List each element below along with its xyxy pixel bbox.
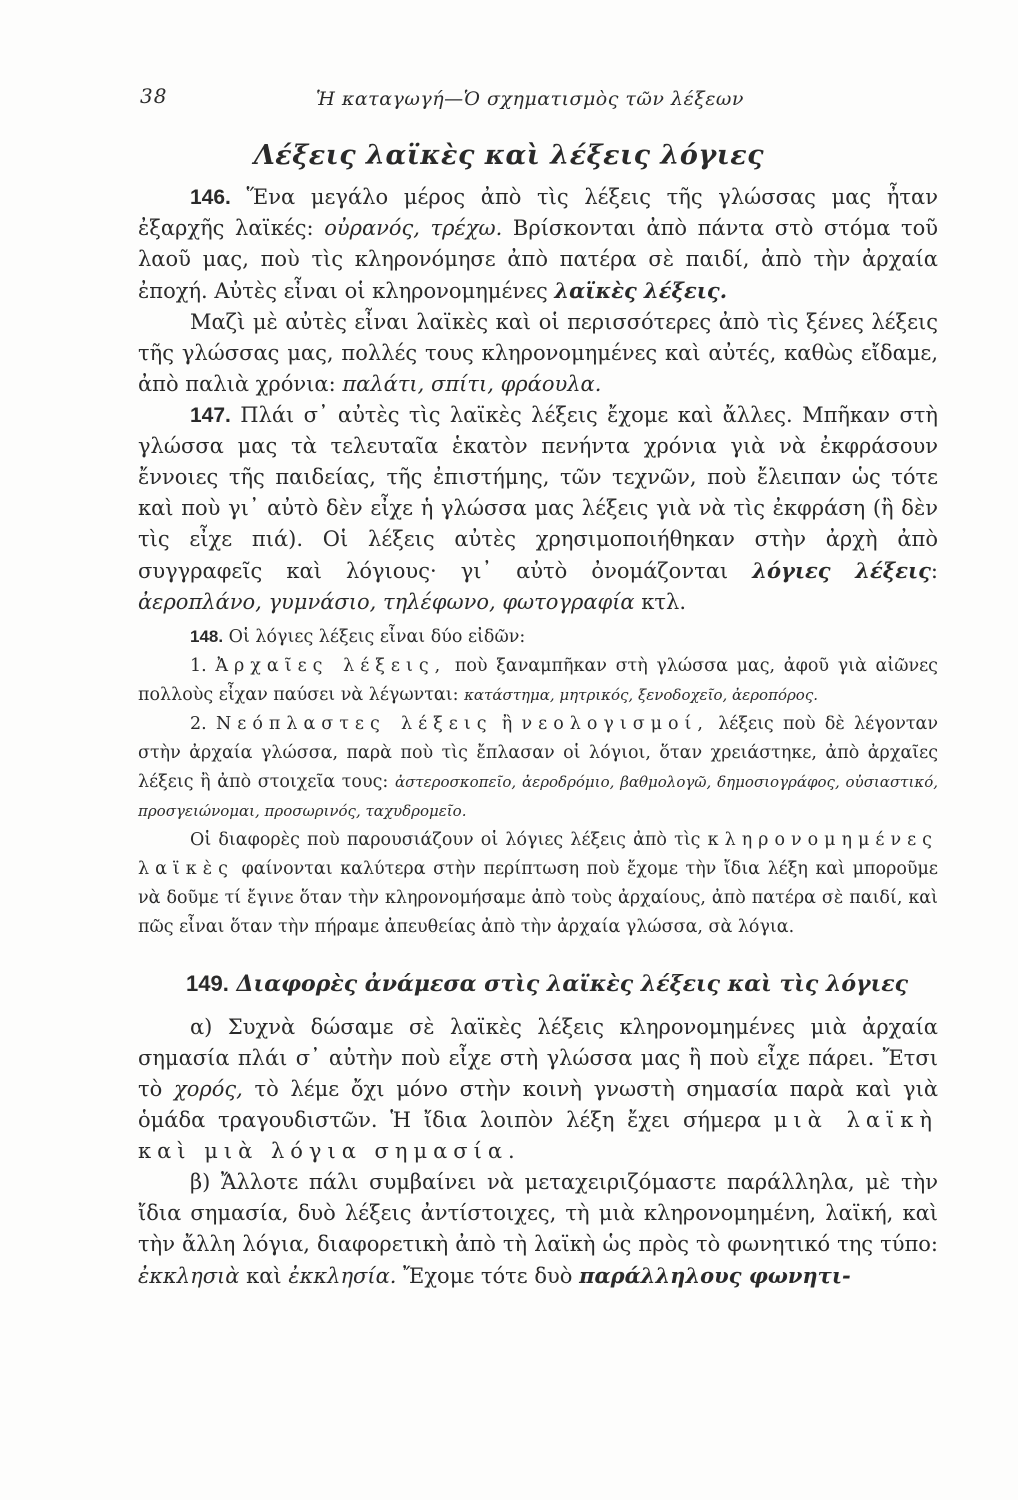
paragraph-text: Ἔχομε τότε δυὸ [396, 1264, 580, 1288]
paragraph-text: Μαζὶ μὲ αὐτὲς εἶναι λαϊκὲς καὶ οἱ περισσότερες ἀπὸ τὶς ξένες λέξεις τῆς γλώσσας μας, πολλές τους κληρονομημένες καὶ αὐτές, καθὼς εἴδαμε, ἀπὸ παλιὰ χρόνια: [138, 310, 938, 396]
section-title: Λέξεις λαϊκὲς καὶ λέξεις λόγιες [253, 140, 765, 171]
spaced-term: κληρονομημένες λαϊκὲς [138, 830, 938, 879]
paragraph-number: 147. [190, 404, 231, 427]
paragraph-number: 146. [190, 186, 231, 209]
paragraph-146-continued [138, 307, 938, 400]
paragraph-text: Οἱ διαφορὲς ποὺ παρουσιάζουν οἱ λόγιες λέξεις ἀπὸ τὶς [190, 830, 708, 850]
paragraph-text: Πλάι σ᾿ αὐτὲς τὶς λαϊκὲς λέξεις ἔχομε καὶ ἄλλες. Μπῆκαν στὴ γλώσσα μας τὰ τελευταῖα ἑκατὸν πενήντα χρόνια γιὰ νὰ ἐκφράσουν ἔννοιες τῆς παιδείας, τῆς ἐπιστήμης, τῶν τεχνῶν, ποὺ ἔλειπαν ὡς τότε καὶ ποὺ γι᾿ αὐτὸ δὲν εἶχε ἡ γλώσσα μας λέξεις γιὰ νὰ τὶς ἐκφράση (ἢ δὲν τὶς εἶχε πιά). Οἱ λέξεις αὐτὲς χρησιμοποιήθηκαν στὴν ἀρχὴ ἀπὸ συγγραφεῖς καὶ λόγιους· γι᾿ αὐτὸ ὀνομάζονται [138, 403, 938, 583]
spaced-term: μιὰ λαϊκὴ καὶ μιὰ λόγια σημασία. [138, 1108, 938, 1163]
paragraph-number: 149. [186, 971, 229, 996]
key-term: λαϊκὲς λέξεις. [554, 278, 728, 303]
spaced-term: νεολογισμοί, [521, 714, 709, 734]
page-number: 38 [140, 84, 168, 108]
paragraph-148 [138, 622, 938, 652]
small-print-block [138, 622, 938, 942]
paragraph-149-b [138, 1167, 938, 1292]
spaced-term: Ἀρχαῖες λέξεις, [215, 656, 447, 676]
example-words: ἐκκλησιὰ [138, 1264, 240, 1288]
paragraph-text: α) Συχνὰ δώσαμε σὲ λαϊκὲς λέξεις κληρονομημένες μιὰ ἀρχαία σημασία πλάι σ᾿ αὐτὴν ποὺ εἶχε στὴ γλώσσα μας ἢ ποὺ εἶχε πάρει. Ἔτσι τὸ [138, 1015, 938, 1101]
paragraph-text: β) Ἄλλοτε πάλι συμβαίνει νὰ μεταχειριζόμαστε παράλληλα, μὲ τὴν ἴδια σημασία, δυὸ λέξεις ἀντίστοιχες, τὴ μιὰ κληρονομημένη, λαϊκή, καὶ τὴν ἄλλη λόγια, διαφορετικὴ ἀπὸ τὴ λαϊκὴ ὡς πρὸς τὸ φωνητικό της τύπο: [138, 1170, 938, 1256]
paragraph-149-a [138, 1012, 938, 1167]
example-words: χορός, [173, 1077, 243, 1101]
page-header [140, 84, 940, 118]
list-label: 2. [190, 714, 216, 734]
list-item-ancient-words [138, 652, 938, 710]
paragraph-text: Ἕνα μεγάλο μέρος ἀπὸ τὶς λέξεις τῆς γλώσσας μας ἦταν ἐξαρχῆς λαϊκές: [138, 185, 938, 240]
example-words: οὐρανός, τρέχω. [324, 216, 503, 240]
paragraph-text: : [930, 559, 938, 583]
subsection-title [186, 968, 938, 1000]
example-words: ἀεροπλάνο, γυμνάσιο, τηλέφωνο, φωτογραφία [138, 590, 635, 614]
spaced-term: Νεόπλαστες λέξεις [215, 714, 493, 734]
paragraph-146 [138, 182, 938, 307]
paragraph-text: φαίνονται καλύτερα στὴν περίπτωση ποὺ ἔχομε τὴν ἴδια λέξη καὶ μποροῦμε νὰ δοῦμε τί ἔγινε ὅταν τὴν κληρονομήσαμε ἀπὸ τοὺς ἀρχαίους, ἀπὸ πατέρα σὲ παιδί, καὶ πῶς εἶναι ὅταν τὴν πήραμε ἀπευθείας ἀπὸ τὴν ἀρχαία γλώσσα, σὰ λόγια. [138, 859, 938, 937]
key-term: λόγιες λέξεις [752, 558, 931, 583]
paragraph-text: τὸ λέμε ὄχι μόνο στὴν κοινὴ γνωστὴ σημασία παρὰ καὶ γιὰ ὁμάδα τραγουδιστῶν. Ἡ ἴδια λοιπὸν λέξη ἔχει σήμερα [138, 1077, 939, 1132]
example-words: κατάστημα, μητρικός, ξενοδοχεῖο, ἀεροπόρος. [464, 686, 818, 704]
example-words: ἀστεροσκοπεῖο, ἀεροδρόμιο, βαθμολογῶ, δημοσιογράφος, οὐσιαστικό, προσγειώνομαι, προσωρινός, ταχυδρομεῖο. [138, 773, 938, 820]
subsection-title-text: Διαφορὲς ἀνάμεσα στὶς λαϊκὲς λέξεις καὶ τὶς λόγιες [228, 971, 908, 997]
paragraph-text: Βρίσκονται ἀπὸ πάντα στὸ στόμα τοῦ λαοῦ μας, ποὺ τὶς κληρονόμησε ἀπὸ πατέρα σὲ παιδί, ἀπὸ τὴν ἀρχαία ἐποχή. Αὐτὲς εἶναι οἱ κληρονομημένες [138, 216, 939, 303]
paragraph-number: 148. [190, 627, 224, 646]
example-words: ἐκκλησία. [288, 1264, 397, 1288]
paragraph-text: καὶ [239, 1264, 289, 1288]
list-label: 1. [190, 656, 216, 676]
running-head: Ἡ καταγωγή—Ὁ σχηματισμὸς τῶν λέξεων [316, 88, 744, 110]
paragraph-text: ποὺ ξαναμπῆκαν στὴ γλώσσα μας, ἀφοῦ γιὰ αἰῶνες πολλοὺς εἶχαν παύσει νὰ λέγωνται: [138, 656, 938, 705]
list-item-neologisms [138, 710, 938, 826]
example-words: παλάτι, σπίτι, φράουλα. [342, 372, 602, 396]
paragraph-text: κτλ. [634, 590, 687, 614]
paragraph-148-differences [138, 826, 938, 942]
paragraph-text: λέξεις ποὺ δὲ λέγονταν στὴν ἀρχαία γλώσσα, παρὰ ποὺ τὶς ἔπλασαν οἱ λόγιοι, ὅταν χρειάστηκε, ἀπὸ ἀρχαῖες λέξεις ἢ ἀπὸ στοιχεῖα τους: [138, 714, 938, 792]
paragraph-text: Οἱ λόγιες λέξεις εἶναι δύο εἰδῶν: [223, 627, 526, 647]
page-body [138, 182, 938, 1292]
key-term: παράλληλους φωνητι- [579, 1263, 851, 1288]
paragraph-147 [138, 400, 938, 618]
paragraph-text: ἢ [492, 714, 522, 734]
